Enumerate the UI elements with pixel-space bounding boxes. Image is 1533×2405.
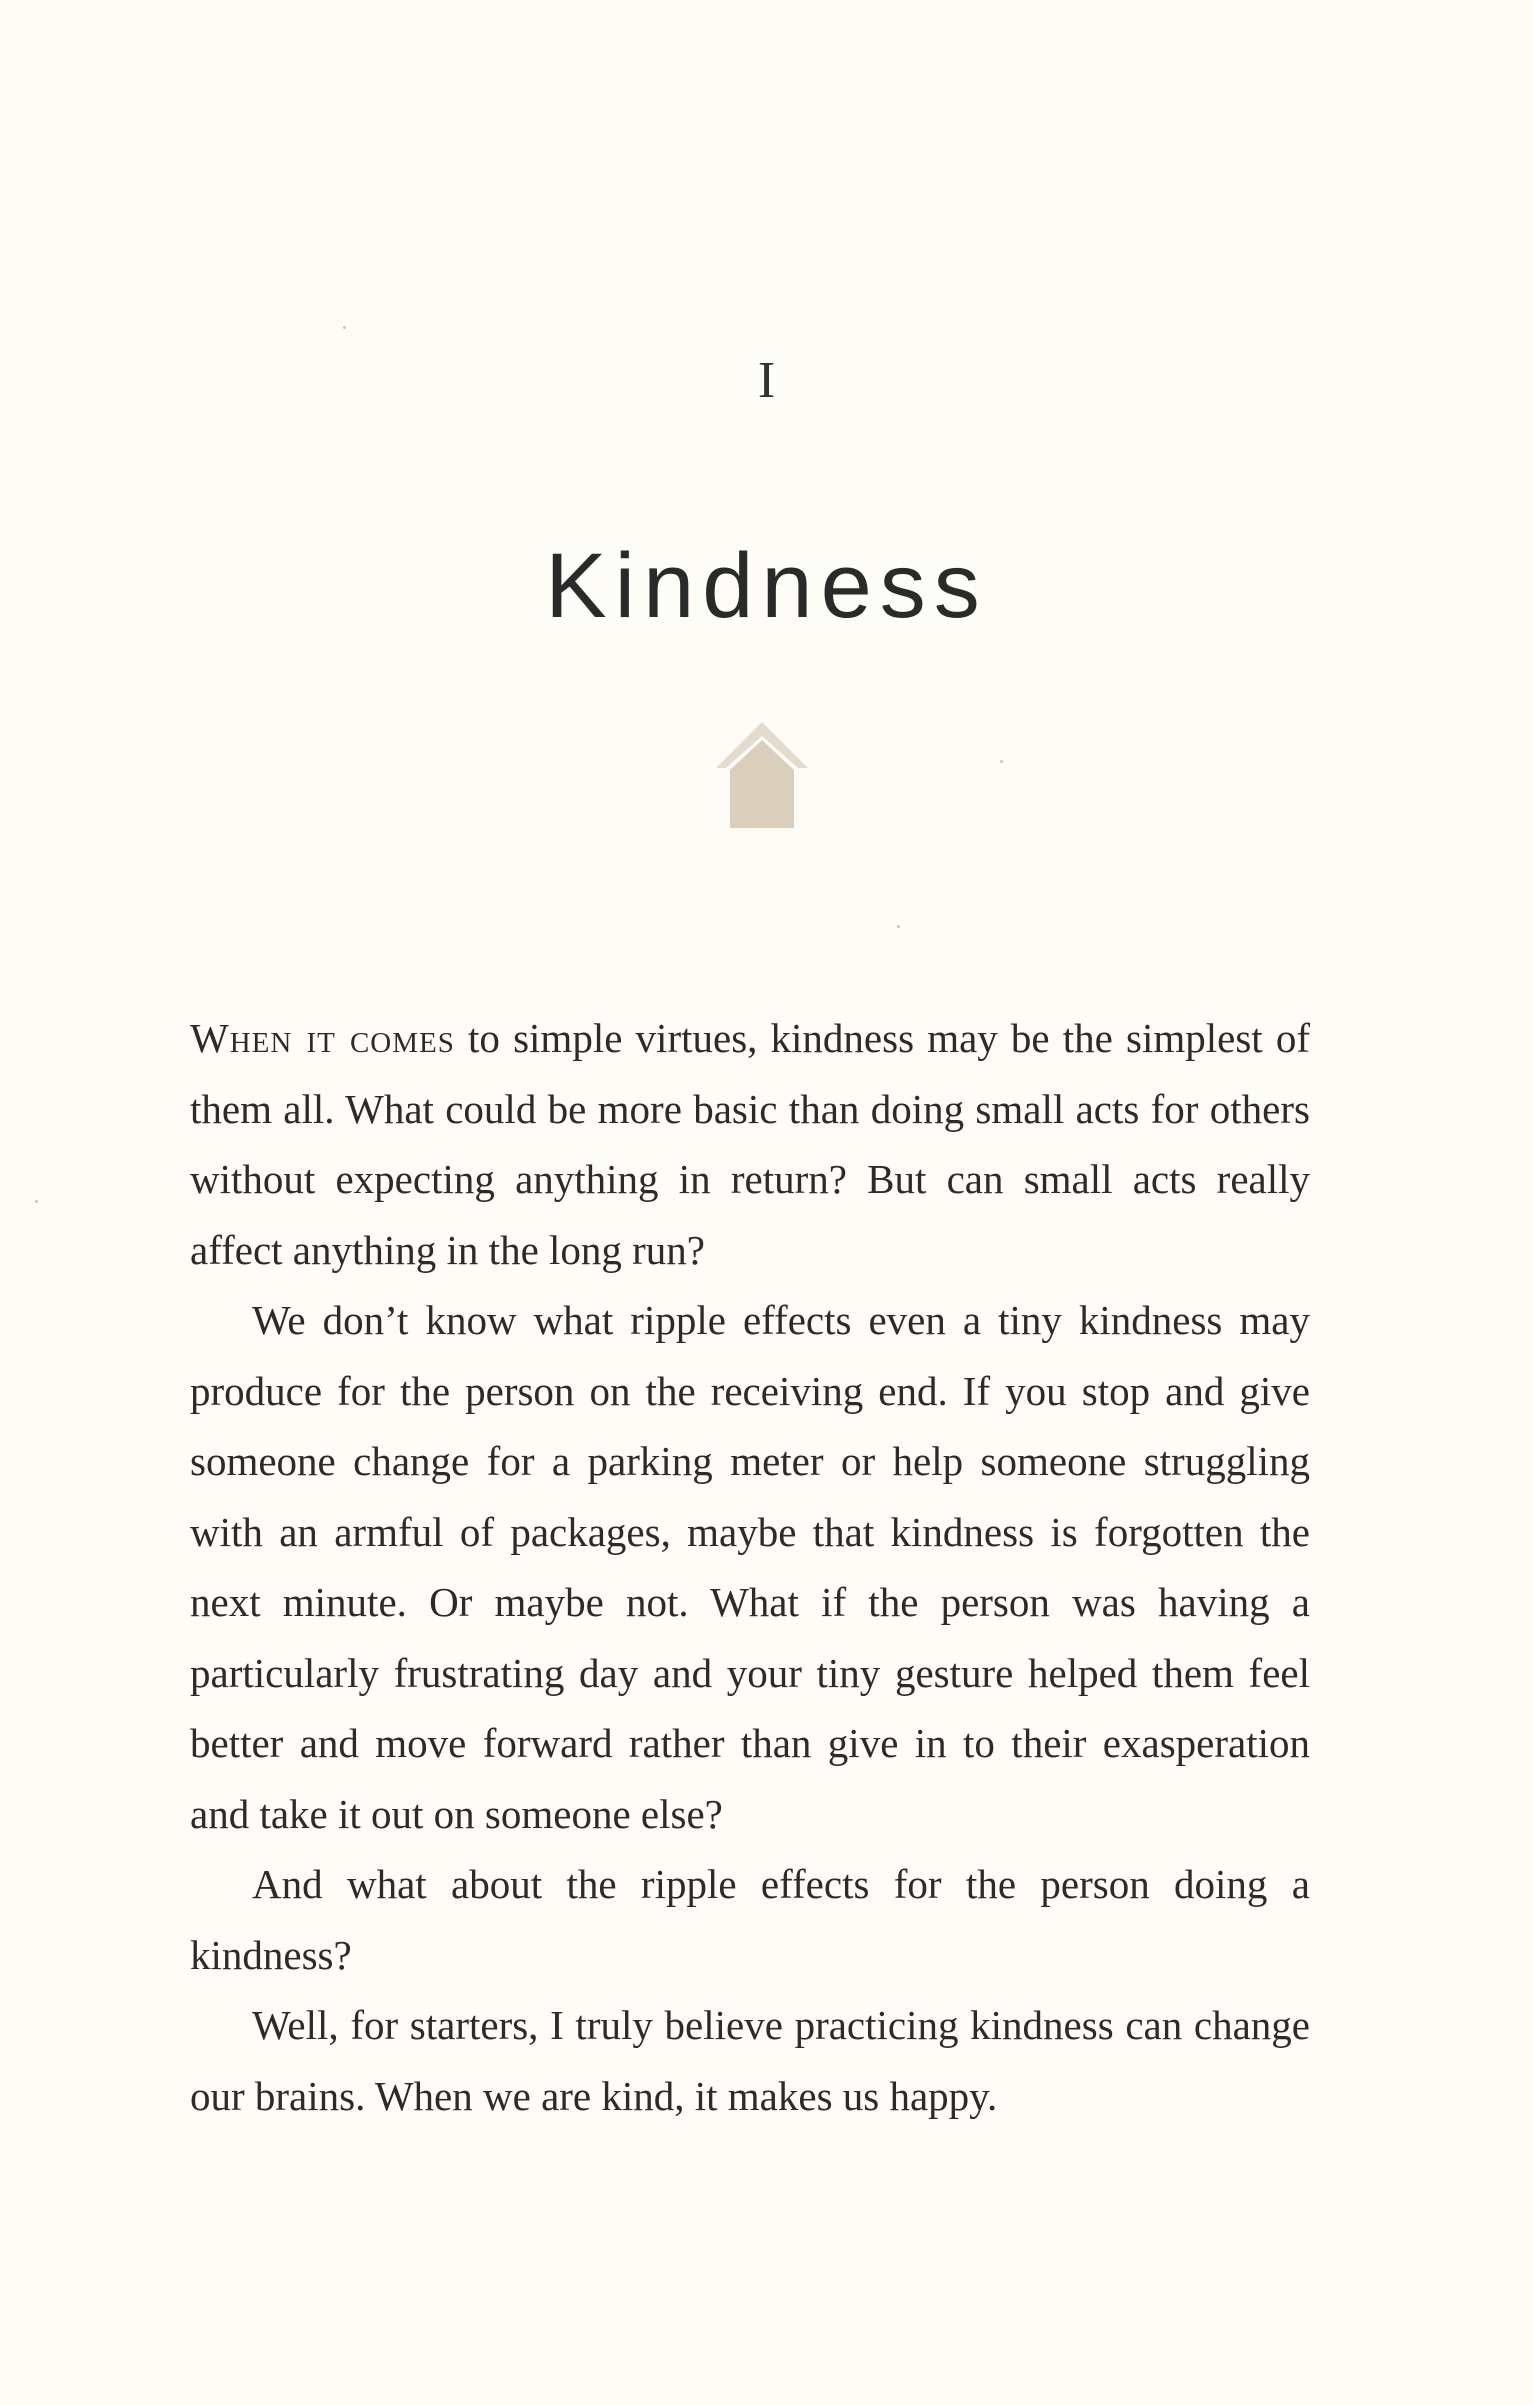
house-icon (712, 718, 812, 832)
paper-speck (897, 925, 900, 928)
chapter-title: Kindness (545, 535, 988, 637)
paragraph-1 (190, 1003, 1310, 1285)
paragraph-text: to simple virtues, kindness may be the simplest of them all. What could be more basic than doing small acts for others without expecting anything in return? But can small acts really affect anything in the long run? (190, 1015, 1310, 1273)
paragraph-3: And what about the ripple effects for the person doing a kindness? (190, 1861, 1310, 1978)
chapter-number: I (757, 352, 776, 409)
paper-speck (35, 1200, 38, 1203)
paper-speck (343, 326, 346, 329)
paper-speck (1000, 760, 1003, 763)
lead-in: When it comes (190, 1015, 455, 1061)
body-text (190, 1003, 1310, 2131)
paragraph-4: Well, for starters, I truly believe practicing kindness can change our brains. When we are kind, it makes us happy. (190, 2002, 1310, 2119)
paragraph-2: We don’t know what ripple effects even a tiny kindness may produce for the person on the receiving end. If you stop and give someone change for a parking meter or help someone struggling with an armful of packages, maybe that kindness is forgotten the next minute. Or maybe not. What if the person was having a particularly frustrating day and your tiny gesture helped them feel better and move forward rather than give in to their exasperation and take it out on someone else? (190, 1297, 1310, 1837)
